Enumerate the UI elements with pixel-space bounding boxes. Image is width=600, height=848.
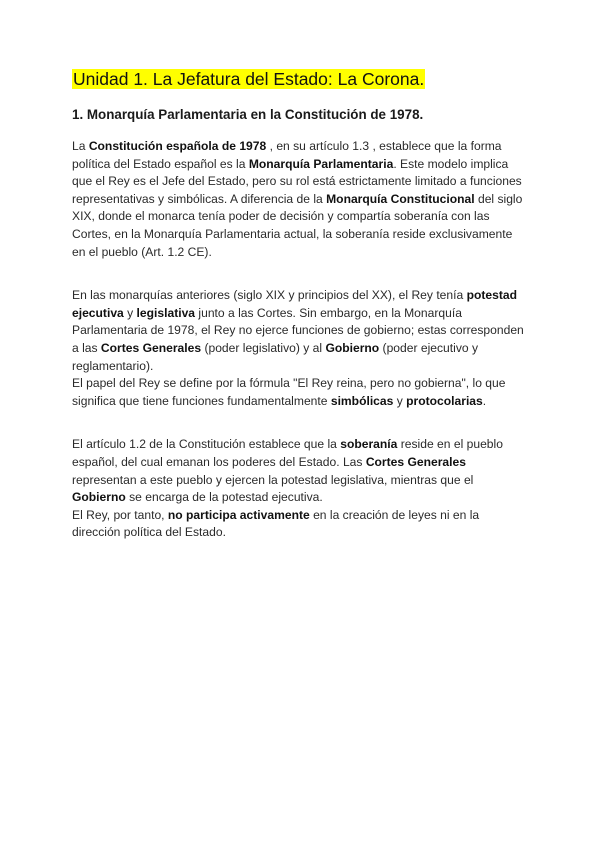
text-run: . <box>482 393 487 408</box>
bold-term: Cortes Generales <box>100 340 202 355</box>
bold-term: Monarquía Parlamentaria <box>248 156 394 171</box>
bold-term: Gobierno <box>72 490 126 505</box>
paragraph-monarquias-anteriores <box>72 287 528 375</box>
text-run: El artículo 1.2 de la Constitución establece que la <box>72 437 341 452</box>
bold-term: potestad ejecutiva <box>72 288 517 320</box>
section-heading: 1. Monarquía Parlamentaria en la Constitución de 1978. <box>72 107 424 122</box>
text-run: La <box>72 139 89 153</box>
paragraph-papel-del-rey <box>72 375 528 410</box>
text-run: representan a este pueblo y ejercen la potestad legislativa, mientras que el <box>72 472 474 487</box>
text-run: (poder ejecutivo y reglamentario). <box>72 340 479 373</box>
bold-term: Gobierno <box>325 340 380 355</box>
text-run: y <box>123 305 137 320</box>
text-run: El Rey, por tanto, <box>72 507 168 522</box>
text-run: (poder legislativo) y al <box>201 340 326 355</box>
paragraph-soberania <box>72 436 528 506</box>
bold-term: Constitución española de 1978 <box>88 139 267 153</box>
text-run: junto a las Cortes. Sin embargo, en la Monarquía Parlamentaria de 1978, el Rey no ejerce funciones de gobierno; estas corresponden a las <box>72 305 524 355</box>
text-run: , en su artículo 1.3 , establece que la forma política del Estado español es la <box>72 139 502 171</box>
bold-term: soberanía <box>340 437 398 452</box>
bold-term: Cortes Generales <box>365 454 466 469</box>
bold-term: legislativa <box>136 305 196 320</box>
bold-term: no participa activamente <box>167 507 310 522</box>
paragraph-conclusion <box>72 507 528 542</box>
title-container <box>72 66 528 92</box>
bold-term: Monarquía Constitucional <box>326 191 475 206</box>
text-run: . Este modelo implica que el Rey es el Jefe del Estado, pero su rol está estrictamente limitado a funciones representativas y simbólicas. A diferencia de la <box>72 156 522 206</box>
bold-term: protocolarias <box>406 393 483 408</box>
paragraph-constitucion <box>72 138 528 261</box>
text-run: del siglo XIX, donde el monarca tenía poder de decisión y compartía soberanía con las Cortes, en la Monarquía Parlamentaria actual, la soberanía reside exclusivamente en el pueblo (Art. 1.2 CE). <box>72 191 523 259</box>
text-run: en la creación de leyes ni en la dirección política del Estado. <box>72 507 480 540</box>
text-run: se encarga de la potestad ejecutiva. <box>125 490 323 505</box>
text-run: El papel del Rey se define por la fórmula "El Rey reina, pero no gobierna", lo que significa que tiene funciones fundamentalmente <box>72 376 506 408</box>
text-run: y <box>393 393 407 408</box>
document-page <box>72 66 528 542</box>
unit-title: Unidad 1. La Jefatura del Estado: La Corona. <box>73 69 425 89</box>
text-run: reside en el pueblo español, del cual emanan los poderes del Estado. Las <box>72 437 503 469</box>
text-run: En las monarquías anteriores (siglo XIX y principios del XX), el Rey tenía <box>72 288 467 303</box>
bold-term: simbólicas <box>330 393 394 408</box>
